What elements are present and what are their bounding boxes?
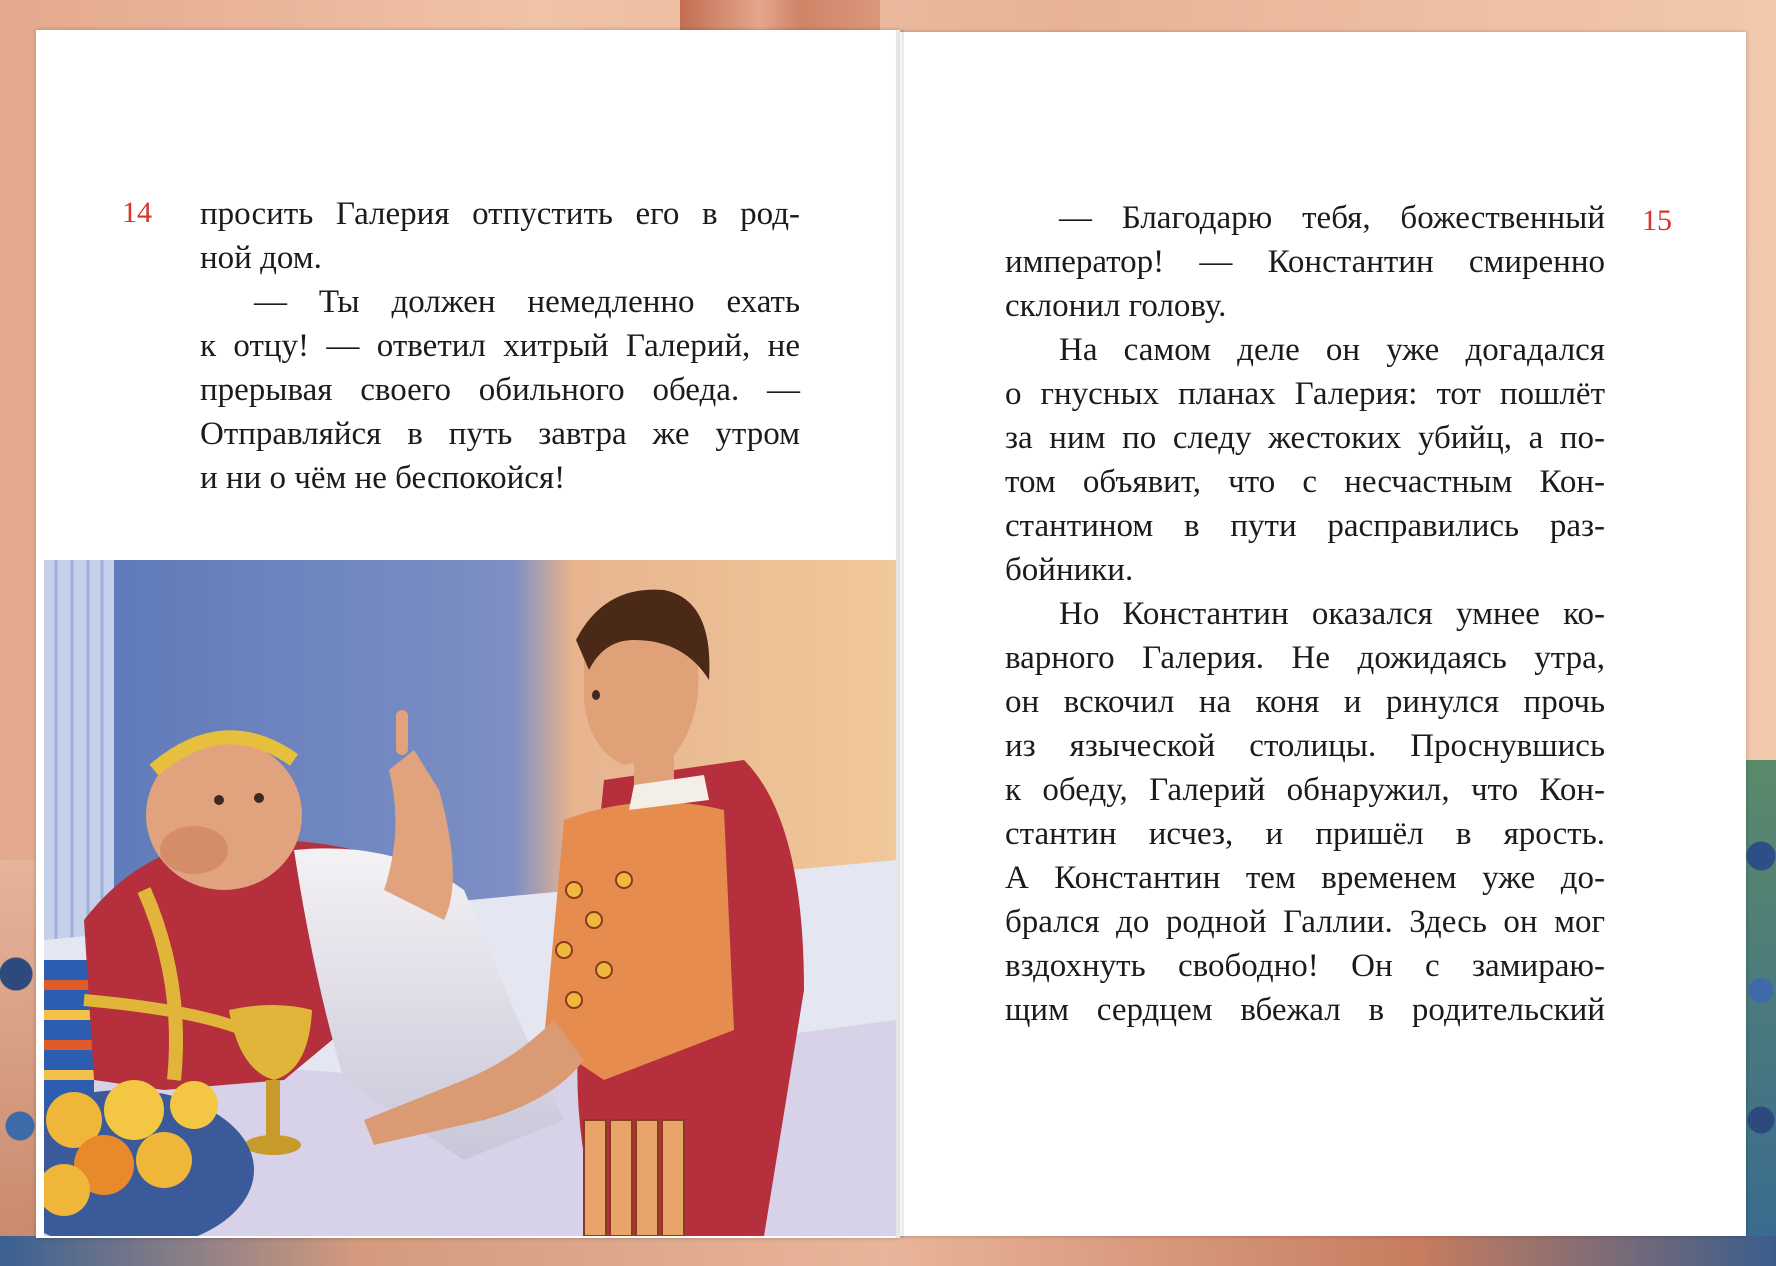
text-line: ной дом. [200, 240, 322, 276]
text-line: и ни о чём не беспокойся! [200, 460, 566, 496]
text-line: щим сердцем вбежал в родительский [1005, 992, 1605, 1028]
text-line: прерывая своего обильного обеда. — [200, 372, 800, 408]
cover-decoration-top [680, 0, 880, 30]
text-line: к обеду, Галерий обнаружил, что Кон- [1005, 772, 1605, 808]
page-number-right: 15 [1642, 204, 1672, 237]
text-line: На самом деле он уже догадался [1059, 332, 1605, 368]
text-line: — Ты должен немедленно ехать [254, 284, 800, 320]
text-line: стантином в пути расправились раз- [1005, 508, 1605, 544]
right-page-text [1005, 196, 1605, 1032]
text-line: просить Галерия отпустить его в род- [200, 196, 800, 232]
text-line: стантин исчез, и пришёл в ярость. [1005, 816, 1605, 852]
text-line: из языческой столицы. Проснувшись [1005, 728, 1605, 764]
text-line: о гнусных планах Галерия: тот пошлёт [1005, 376, 1605, 412]
text-line: А Константин тем временем уже до- [1005, 860, 1605, 896]
text-line: за ним по следу жестоких убийц, а по- [1005, 420, 1605, 456]
illustration-galerius-constantine [44, 560, 896, 1236]
cover-floral-right [1746, 760, 1776, 1240]
page-number-left: 14 [122, 196, 152, 229]
illustration-art [44, 560, 896, 1236]
text-line: он вскочил на коня и ринулся прочь [1005, 684, 1605, 720]
text-line: Но Константин оказался умнее ко- [1059, 596, 1605, 632]
text-line: брался до родной Галлии. Здесь он мог [1005, 904, 1605, 940]
cover-decoration-bottom [0, 1236, 1776, 1266]
left-page-text [200, 192, 800, 500]
text-line: варного Галерия. Не дожидаясь утра, [1005, 640, 1605, 676]
text-line: вздохнуть свободно! Он с замираю- [1005, 948, 1605, 984]
text-line: Отправляйся в путь завтра же утром [200, 416, 800, 452]
text-line: склонил голову. [1005, 288, 1227, 324]
cover-floral-left [0, 860, 40, 1240]
text-line: — Благодарю тебя, божественный [1059, 200, 1605, 236]
text-line: к отцу! — ответил хитрый Галерий, не [200, 328, 800, 364]
book-gutter [896, 30, 904, 1238]
text-line: бойники. [1005, 552, 1134, 588]
text-line: император! — Константин смиренно [1005, 244, 1605, 280]
text-line: том объявит, что с несчастным Кон- [1005, 464, 1605, 500]
